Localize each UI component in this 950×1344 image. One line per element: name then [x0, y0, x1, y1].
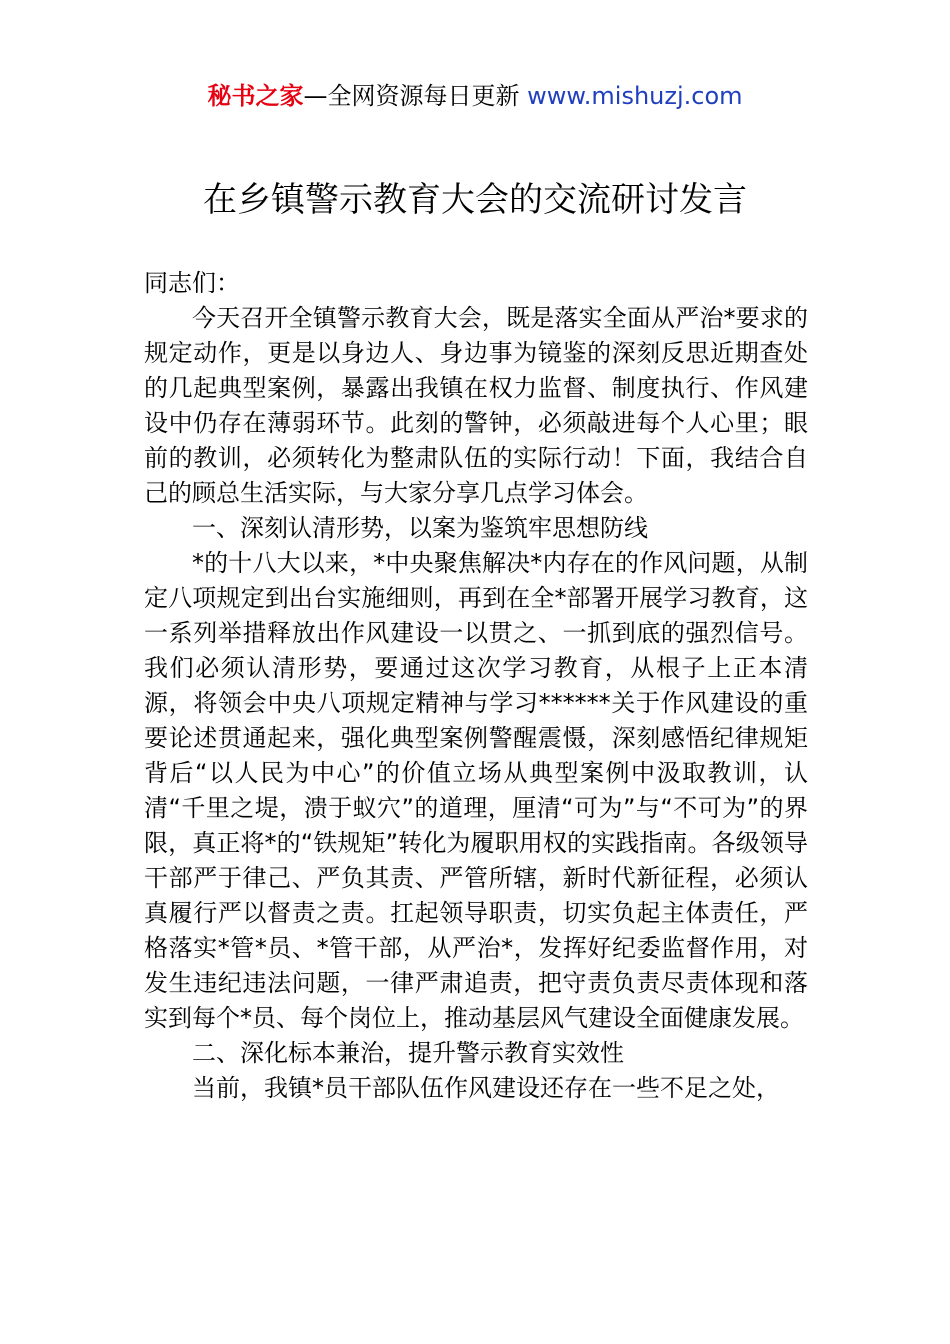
salutation: 同志们：	[144, 269, 240, 297]
document-body	[144, 266, 808, 1106]
paragraph-section-2: 当前，我镇*员干部队伍作风建设还存在一些不足之处，	[192, 1074, 780, 1102]
section-heading-1: 一、深刻认清形势，以案为鉴筑牢思想防线	[192, 514, 648, 542]
site-header	[0, 80, 950, 112]
site-brand: 秘书之家	[207, 82, 304, 110]
site-slogan: —全网资源每日更新	[303, 82, 528, 110]
site-url-link[interactable]: www.mishuzj.com	[527, 82, 743, 110]
section-heading-2: 二、深化标本兼治，提升警示教育实效性	[192, 1039, 624, 1067]
paragraph-intro: 今天召开全镇警示教育大会，既是落实全面从严治*要求的规定动作，更是以身边人、身边事为镜鉴的深刻反思近期查处的几起典型案例，暴露出我镇在权力监督、制度执行、作风建设中仍存在薄弱环节。此刻的警钟，必须敲进每个人心里；眼前的教训，必须转化为整肃队伍的实际行动！下面，我结合自己的顾总生活实际，与大家分享几点学习体会。	[144, 304, 808, 507]
paragraph-section-1: *的十八大以来，*中央聚焦解决*内存在的作风问题，从制定八项规定到出台实施细则，再到在全*部署开展学习教育，这一系列举措释放出作风建设一以贯之、一抓到底的强烈信号。我们必须认清形势，要通过这次学习教育，从根子上正本清源，将领会中央八项规定精神与学习******关于作风建设的重要论述贯通起来，强化典型案例警醒震慑，深刻感悟纪律规矩背后“以人民为中心”的价值立场从典型案例中汲取教训，认清“千里之堤，溃于蚁穴”的道理，厘清“可为”与“不可为”的界限，真正将*的“铁规矩”转化为履职用权的实践指南。各级领导干部严于律己、严负其责、严管所辖，新时代新征程，必须认真履行严以督责之责。扛起领导职责，切实负起主体责任，严格落实*管*员、*管干部，从严治*，发挥好纪委监督作用，对发生违纪违法问题，一律严肃追责，把守责负责尽责体现和落实到每个*员、每个岗位上，推动基层风气建设全面健康发展。	[144, 549, 808, 1032]
document-title: 在乡镇警示教育大会的交流研讨发言	[203, 180, 747, 220]
